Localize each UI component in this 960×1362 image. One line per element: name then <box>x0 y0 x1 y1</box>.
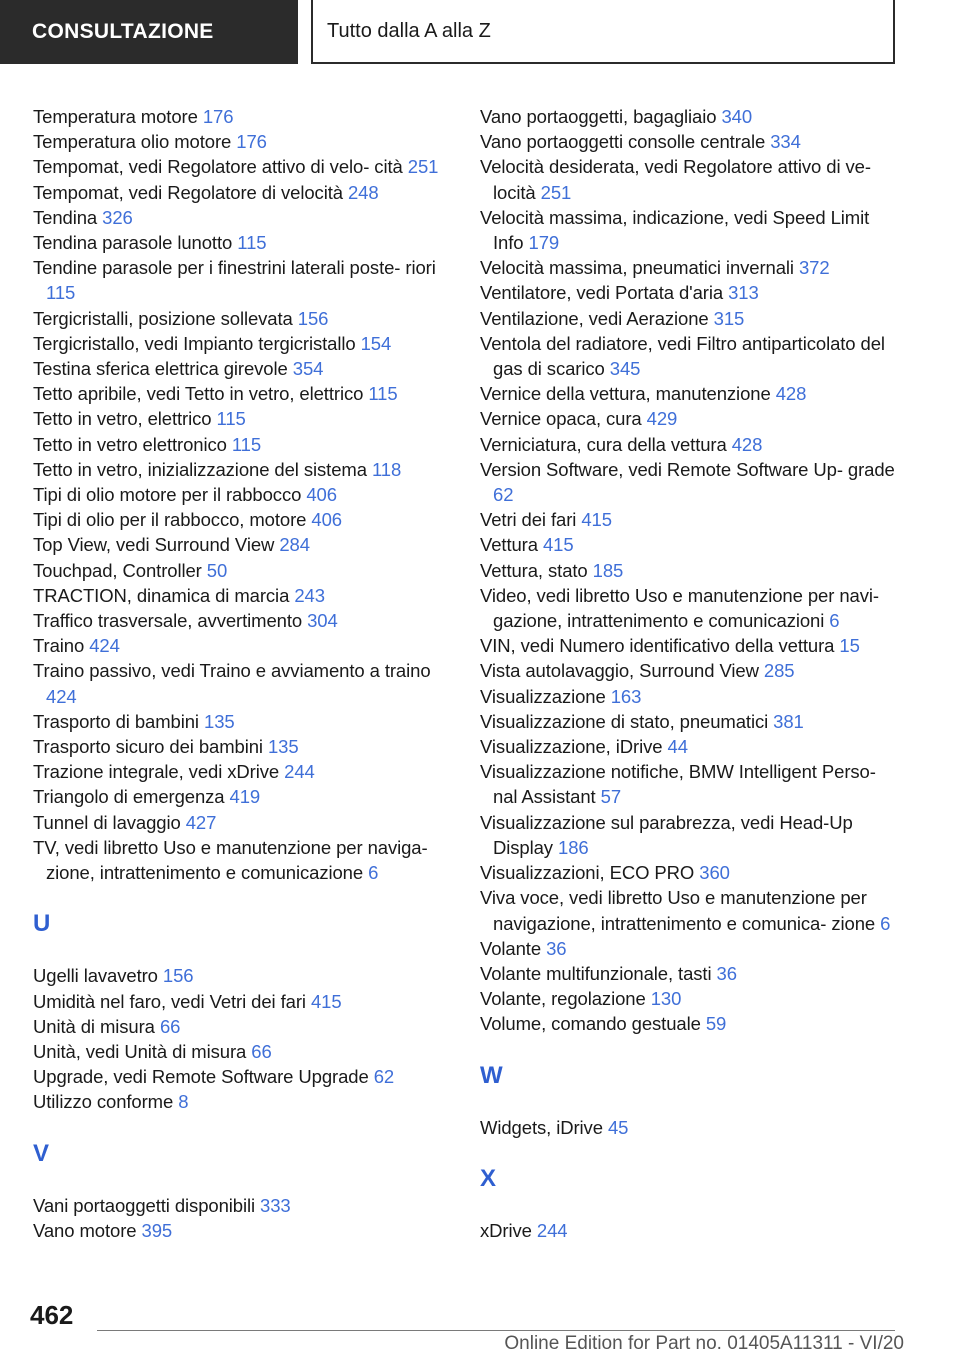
index-entry-term: Touchpad, Controller <box>33 559 202 581</box>
index-entry-term: Unità, vedi Unità di misura <box>33 1040 247 1062</box>
index-entry <box>480 986 900 1011</box>
index-entry <box>33 989 453 1014</box>
index-letter-heading: W <box>480 1061 503 1089</box>
index-entry <box>33 532 453 557</box>
index-entry-term: Volante, regolazione <box>480 988 646 1010</box>
index-entry-term: Ventola del radiatore, vedi Filtro antiparticolato del gas di scarico <box>480 332 885 380</box>
page-reference-link[interactable]: 428 <box>731 433 763 455</box>
index-entry <box>33 255 453 305</box>
page-reference-link[interactable]: 118 <box>371 458 402 480</box>
index-entry <box>480 734 900 759</box>
index-entry <box>480 255 900 280</box>
index-entry <box>33 482 453 507</box>
page-reference-link[interactable]: 326 <box>102 206 133 228</box>
index-entry-term: xDrive <box>480 1219 532 1241</box>
index-entry-term: Velocità massima, pneumatici invernali <box>480 257 794 279</box>
index-entry <box>480 381 900 406</box>
index-entry-term: Temperatura olio motore <box>33 131 232 153</box>
page-reference-link[interactable]: 115 <box>231 433 262 455</box>
index-entry-term: Temperatura motore <box>33 106 198 127</box>
index-entry <box>33 759 453 784</box>
index-entry <box>480 684 900 709</box>
index-entry-term: Viva voce, vedi libretto Uso e manutenzione per navigazione, intrattenimento e comunica- zione <box>480 887 876 934</box>
index-entry-term: Testina sferica elettrica girevole <box>33 358 288 380</box>
page-reference-link[interactable]: 285 <box>763 660 795 682</box>
index-entry <box>480 457 900 507</box>
index-letter-heading: U <box>33 910 51 938</box>
page-reference-link[interactable]: 176 <box>202 106 234 127</box>
index-entry-term: Trasporto sicuro dei bambini <box>33 736 263 758</box>
page-reference-link[interactable]: 395 <box>141 1219 173 1241</box>
index-entry-term: Vano motore <box>33 1219 137 1241</box>
index-entry <box>480 860 900 885</box>
index-entry-term: Tendine parasole per i finestrini laterali poste- riori <box>33 257 436 279</box>
index-entry <box>480 961 900 986</box>
index-entry <box>33 583 453 608</box>
index-entry-term: Upgrade, vedi Remote Software Upgrade <box>33 1066 369 1088</box>
page-reference-link[interactable]: 156 <box>297 307 329 329</box>
index-entry-term: Tetto in vetro elettronico <box>33 433 227 455</box>
page-reference-link[interactable]: 251 <box>540 181 572 203</box>
page-reference-link[interactable]: 360 <box>699 862 730 884</box>
index-entry-term: Tetto in vetro, inizializzazione del sistema <box>33 458 367 480</box>
index-entry-term: Volume, comando gestuale <box>480 1013 701 1035</box>
index-entry <box>480 1115 900 1140</box>
index-entry-term: Visualizzazione notifiche, BMW Intelligent Perso- nal Assistant <box>480 761 876 808</box>
index-entry-term: Volante <box>480 937 542 959</box>
index-entry-term: Tetto apribile, vedi Tetto in vetro, elettrico <box>33 383 364 405</box>
index-entry-term: Visualizzazioni, ECO PRO <box>480 862 695 884</box>
index-entry-term: Visualizzazione, iDrive <box>480 736 663 758</box>
page-reference-link[interactable]: 15 <box>839 635 860 657</box>
page-title: Tutto dalla A alla Z <box>311 0 895 64</box>
page-reference-link[interactable]: 415 <box>310 990 342 1012</box>
page-reference-link[interactable]: 313 <box>728 282 759 304</box>
index-entry <box>33 1064 453 1089</box>
index-letter-heading: X <box>480 1164 497 1192</box>
page-reference-link[interactable]: 156 <box>162 965 194 987</box>
page-reference-link[interactable]: 381 <box>773 710 804 732</box>
index-entry <box>33 835 453 885</box>
page-reference-link[interactable]: 334 <box>770 131 801 153</box>
page-reference-link[interactable]: 66 <box>251 1040 272 1062</box>
index-entry <box>480 633 900 658</box>
index-entry-term: Unità di misura <box>33 1015 155 1037</box>
page-reference-link[interactable]: 135 <box>267 736 299 758</box>
page-reference-link[interactable]: 415 <box>581 509 612 531</box>
page-number: 462 <box>30 1300 74 1330</box>
index-entry <box>33 432 453 457</box>
page-reference-link[interactable]: 179 <box>528 232 560 254</box>
index-entry <box>480 406 900 431</box>
index-entry-term: Visualizzazione sul parabrezza, vedi Head-Up Display <box>480 811 853 858</box>
index-entry-term: Trazione integrale, vedi xDrive <box>33 761 280 783</box>
page-reference-link[interactable]: 45 <box>607 1116 629 1138</box>
footer-divider <box>97 1330 895 1331</box>
index-entry <box>33 356 453 381</box>
page-reference-link[interactable]: 244 <box>536 1219 568 1241</box>
page-reference-link[interactable]: 424 <box>46 685 77 707</box>
index-entry-term: TV, vedi libretto Uso e manutenzione per naviga- zione, intrattenimento e comunicazione <box>33 836 428 884</box>
index-entry <box>33 1089 453 1114</box>
page-reference-link[interactable]: 354 <box>292 358 324 380</box>
page-reference-link[interactable]: 62 <box>373 1066 395 1088</box>
index-entry <box>480 709 900 734</box>
index-entry-term: VIN, vedi Numero identificativo della vettura <box>480 635 835 657</box>
page-reference-link[interactable]: 372 <box>798 257 830 279</box>
index-entry <box>480 532 900 557</box>
index-entry <box>33 381 453 406</box>
index-entry <box>480 205 900 255</box>
index-entry <box>480 658 900 683</box>
index-entry-term: TRACTION, dinamica di marcia <box>33 584 290 606</box>
index-entry <box>33 230 453 255</box>
index-entry <box>33 205 453 230</box>
index-entry-term: Version Software, vedi Remote Software Up- grade <box>480 458 895 480</box>
index-entry-term: Ugelli lavavetro <box>33 965 158 987</box>
page-reference-link[interactable]: 115 <box>216 408 246 430</box>
page-reference-link[interactable]: 244 <box>284 761 315 783</box>
page-reference-link[interactable]: 115 <box>46 282 76 304</box>
index-entry-term: Velocità desiderata, vedi Regolatore attivo di ve- locità <box>480 156 871 203</box>
index-entry <box>480 432 900 457</box>
page-reference-link[interactable]: 340 <box>721 106 753 127</box>
page-reference-link[interactable]: 251 <box>407 156 439 178</box>
page-reference-link[interactable]: 115 <box>368 383 398 405</box>
index-entry-term: Traino <box>33 635 85 657</box>
index-entry-term: Tempomat, vedi Regolatore attivo di velo- cità <box>33 156 403 178</box>
index-entry <box>480 810 900 860</box>
page-reference-link[interactable]: 333 <box>260 1194 291 1216</box>
page-reference-link[interactable]: 415 <box>542 534 574 556</box>
index-entry-term: Triangolo di emergenza <box>33 786 225 808</box>
index-entry-term: Vetri dei fari <box>480 509 577 531</box>
index-entry <box>480 129 900 154</box>
page-reference-link[interactable]: 419 <box>229 786 261 808</box>
page-reference-link[interactable]: 59 <box>705 1013 727 1035</box>
index-entry-term: Tendina <box>33 206 98 228</box>
edition-footer: Online Edition for Part no. 01405A11311 - VI/20 <box>504 1333 904 1354</box>
page-reference-link[interactable]: 424 <box>89 635 120 657</box>
page-reference-link[interactable]: 284 <box>279 534 310 556</box>
page-reference-link[interactable]: 186 <box>558 836 589 858</box>
page-reference-link[interactable]: 115 <box>237 232 267 254</box>
page-reference-link[interactable]: 185 <box>592 559 624 581</box>
index-entry-term: Vani portaoggetti disponibili <box>33 1194 255 1216</box>
page-reference-link[interactable]: 62 <box>493 484 514 506</box>
index-entry <box>33 1218 453 1243</box>
index-entry <box>33 608 453 633</box>
index-entry-term: Velocità massima, indicazione, vedi Speed Limit Info <box>480 206 870 254</box>
index-entry <box>480 280 900 305</box>
page-reference-link[interactable]: 428 <box>775 383 807 405</box>
index-entry <box>33 709 453 734</box>
index-entry-term: Tetto in vetro, elettrico <box>33 408 212 430</box>
index-entry <box>480 583 900 633</box>
index-entry-term: Utilizzo conforme <box>33 1091 174 1113</box>
index-entry-term: Visualizzazione di stato, pneumatici <box>480 710 769 732</box>
page-reference-link[interactable]: 345 <box>609 358 641 380</box>
page-reference-link[interactable]: 163 <box>610 685 642 707</box>
index-entry-term: Widgets, iDrive <box>480 1116 603 1138</box>
index-entry <box>33 457 453 482</box>
page-reference-link[interactable]: 315 <box>713 307 745 329</box>
page-reference-link[interactable]: 406 <box>306 484 337 506</box>
index-entry <box>33 810 453 835</box>
index-entry <box>480 331 900 381</box>
page-reference-link[interactable]: 44 <box>667 736 688 758</box>
page-reference-link[interactable]: 304 <box>307 610 338 632</box>
index-entry <box>480 936 900 961</box>
index-entry <box>33 154 453 179</box>
page-reference-link[interactable]: 36 <box>546 937 567 959</box>
page-reference-link[interactable]: 429 <box>646 408 678 430</box>
page-reference-link[interactable]: 6 <box>368 862 379 884</box>
index-entry <box>33 658 453 708</box>
page-reference-link[interactable]: 248 <box>347 181 379 203</box>
index-letter-heading: V <box>33 1139 50 1167</box>
index-entry-term: Tipi di olio per il rabbocco, motore <box>33 509 307 531</box>
index-entry-term: Top View, vedi Surround View <box>33 534 275 556</box>
index-entry <box>33 963 453 988</box>
index-entry <box>33 180 453 205</box>
index-entry <box>33 734 453 759</box>
index-entry-term: Vista autolavaggio, Surround View <box>480 660 759 682</box>
index-entry <box>480 885 900 935</box>
index-entry <box>33 129 453 154</box>
index-entry-term: Traino passivo, vedi Traino e avviamento a traino <box>33 660 431 682</box>
index-entry-term: Volante multifunzionale, tasti <box>480 962 712 984</box>
index-entry <box>33 104 453 129</box>
index-entry-term: Tendina parasole lunotto <box>33 232 233 254</box>
index-entry <box>33 406 453 431</box>
index-entry-term: Visualizzazione <box>480 685 606 707</box>
index-entry-term: Trasporto di bambini <box>33 710 199 732</box>
page-reference-link[interactable]: 135 <box>204 710 235 732</box>
index-entry-term: Traffico trasversale, avvertimento <box>33 610 303 632</box>
index-entry <box>33 784 453 809</box>
index-entry <box>33 633 453 658</box>
index-entry-term: Ventilatore, vedi Portata d'aria <box>480 282 724 304</box>
index-entry <box>480 759 900 809</box>
page-reference-link[interactable]: 130 <box>650 988 682 1010</box>
index-entry <box>480 1218 900 1243</box>
page-reference-link[interactable]: 406 <box>311 509 342 531</box>
page-reference-link[interactable]: 8 <box>178 1091 189 1113</box>
index-column-right <box>480 104 900 1243</box>
index-entry-term: Tempomat, vedi Regolatore di velocità <box>33 181 343 203</box>
index-entry-term: Vano portaoggetti consolle centrale <box>480 131 766 153</box>
index-column-left <box>33 104 453 1243</box>
index-entry-term: Vettura, stato <box>480 559 588 581</box>
page-reference-link[interactable]: 36 <box>716 962 737 984</box>
index-entry-term: Vernice opaca, cura <box>480 408 642 430</box>
index-entry <box>480 306 900 331</box>
index-entry <box>480 104 900 129</box>
index-entry <box>33 558 453 583</box>
page-reference-link[interactable]: 243 <box>294 584 325 606</box>
index-entry-term: Tunnel di lavaggio <box>33 811 181 833</box>
page-reference-link[interactable]: 154 <box>360 332 392 354</box>
page-reference-link[interactable]: 57 <box>600 786 622 808</box>
index-entry-term: Vettura <box>480 534 538 556</box>
index-entry-term: Video, vedi libretto Uso e manutenzione per navi- gazione, intrattenimento e comunicazioni <box>480 584 879 632</box>
index-entry <box>480 558 900 583</box>
index-entry-term: Tergicristalli, posizione sollevata <box>33 307 293 329</box>
index-entry-term: Umidità nel faro, vedi Vetri dei fari <box>33 990 306 1012</box>
index-entry <box>33 1039 453 1064</box>
page-reference-link[interactable]: 427 <box>185 811 217 833</box>
index-entry <box>480 154 900 204</box>
page-reference-link[interactable]: 50 <box>206 559 228 581</box>
index-entry <box>33 331 453 356</box>
index-entry-term: Ventilazione, vedi Aerazione <box>480 307 709 329</box>
index-entry-term: Vernice della vettura, manutenzione <box>480 383 771 405</box>
index-entry <box>480 1011 900 1036</box>
index-entry-term: Tipi di olio motore per il rabbocco <box>33 484 302 506</box>
page-reference-link[interactable]: 66 <box>159 1015 181 1037</box>
section-tab: CONSULTAZIONE <box>0 0 298 64</box>
index-entry <box>33 306 453 331</box>
index-entry-term: Vano portaoggetti, bagagliaio <box>480 106 717 127</box>
index-entry <box>480 507 900 532</box>
index-entry <box>33 507 453 532</box>
page-reference-link[interactable]: 6 <box>880 912 891 934</box>
page-reference-link[interactable]: 176 <box>236 131 267 153</box>
index-entry-term: Tergicristallo, vedi Impianto tergicristallo <box>33 332 356 354</box>
page-reference-link[interactable]: 6 <box>829 610 840 632</box>
index-entry-term: Verniciatura, cura della vettura <box>480 433 727 455</box>
index-entry <box>33 1193 453 1218</box>
index-entry <box>33 1014 453 1039</box>
